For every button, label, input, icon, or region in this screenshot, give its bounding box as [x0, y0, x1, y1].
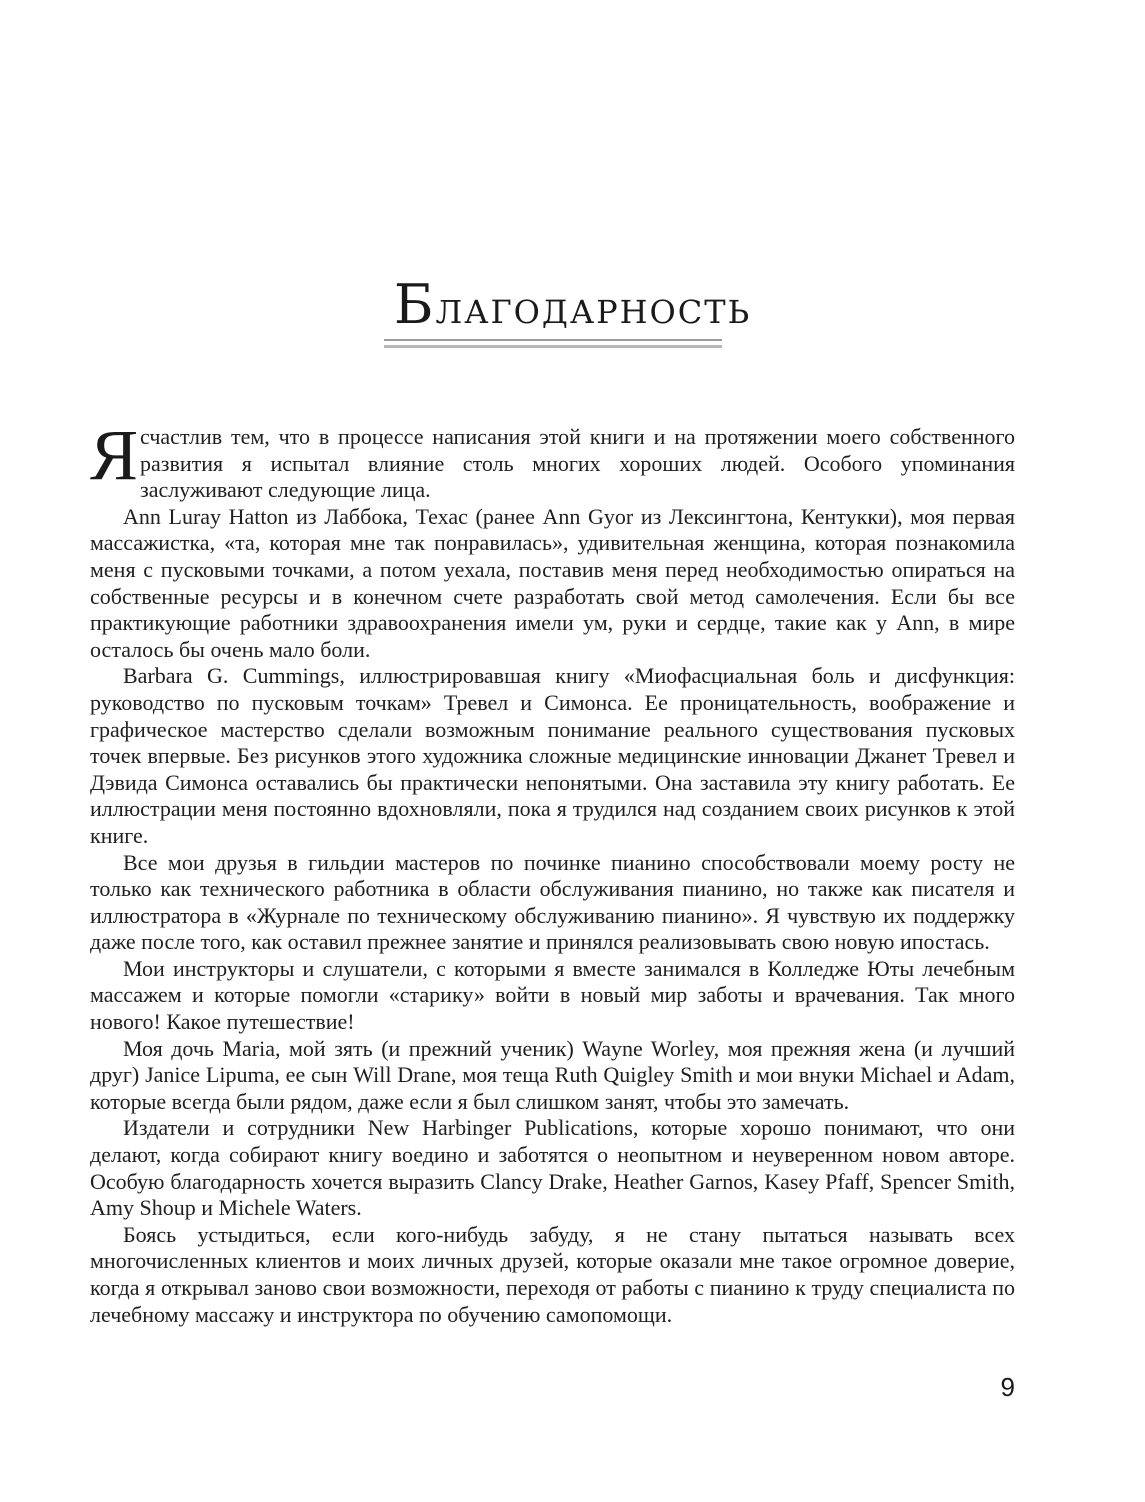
paragraph-7: Издатели и сотрудники New Harbinger Publications, которые хорошо понимают, что они делают, когда собирают книгу воедино и заботятся о неопытном и неуверенном новом авторе. Особую благодарность хочется выразить Clancy Drake, Heather Garnos, Kasey Pfaff, Spencer Smith, Amy Shoup и Michele Waters. — [90, 1115, 1015, 1221]
paragraph-5: Мои инструкторы и слушатели, с которыми я вместе занимался в Колледже Юты лечебным массажем и которые помогли «старику» войти в новый мир заботы и врачевания. Так много нового! Какое путешествие! — [90, 955, 1015, 1035]
paragraph-3: Barbara G. Cummings, иллюстрировавшая книгу «Миофасциальная боль и дисфункция: руководство по пусковым точкам» Тревел и Симонса. Ее проницательность, воображение и графическое мастерство сделали возможным понимание реального существования пусковых точек впервые. Без рисунков этого художника сложные медицинские инновации Джанет Тревел и Дэвида Симонса оставались бы практически непонятыми. Она заставила эту книгу работать. Ее иллюстрации меня постоянно вдохновляли, пока я трудился над созданием своих рисунков к этой книге. — [90, 663, 1015, 848]
paragraph-1 — [90, 415, 1015, 504]
paragraph-8: Боясь устыдиться, если кого-нибудь забуду, я не стану пытаться называть всех многочисленных клиентов и моих личных друзей, которые оказали мне такое огромное доверие, когда я открывал заново свои возможности, переходя от работы с пианино к труду специалиста по лечебному массажу и инструктора по обучению самопомощи. — [90, 1221, 1015, 1327]
paragraph-6: Моя дочь Maria, мой зять (и прежний ученик) Wayne Worley, моя прежняя жена (и лучший друг) Janice Lipuma, ее сын Will Drane, моя теща Ruth Quigley Smith и мои внуки Michael и Adam, которые всегда были рядом, даже если я был слишком занят, чтобы это замечать. — [90, 1035, 1015, 1114]
title-rest: лагодарность — [435, 280, 752, 334]
paragraph-4: Все мои друзья в гильдии мастеров по починке пианино способствовали моему росту не только как технического работника в области обслуживания пианино, но также как писателя и иллюстратора в «Журнале по техническому обслуживанию пианино». Я чувствую их поддержку даже после того, как оставил прежнее занятие и принялся реализовывать свою новую ипостась. — [90, 849, 1015, 955]
body-text — [90, 415, 1015, 1328]
paragraph-2: Ann Luray Hatton из Лаббока, Техас (ранее Ann Gyor из Лексингтона, Кентукки), моя первая массажистка, «та, которая мне так понравилась», удивительная женщина, которая познакомила меня с пусковыми точками, а потом уехала, поставив меня перед необходимостью опираться на собственные ресурсы и в конечном счете разработать свой метод самолечения. Если бы все практикующие работники здравоохранения имели ум, руки и сердце, такие как у Ann, в мире осталось бы очень мало боли. — [90, 503, 1015, 662]
title-underline-secondary — [384, 345, 722, 348]
page-title — [0, 273, 1145, 336]
drop-cap: Я — [90, 415, 139, 495]
page-number: 9 — [1000, 1372, 1015, 1402]
title-underline — [384, 339, 722, 341]
paragraph-1-text: счастлив тем, что в процессе написания этой книги и на протяжении моего собственного развития я испытал влияние столь многих хороших людей. Особого упоминания заслуживают следующие лица. — [140, 424, 1015, 503]
title-first-letter: Б — [393, 273, 436, 336]
